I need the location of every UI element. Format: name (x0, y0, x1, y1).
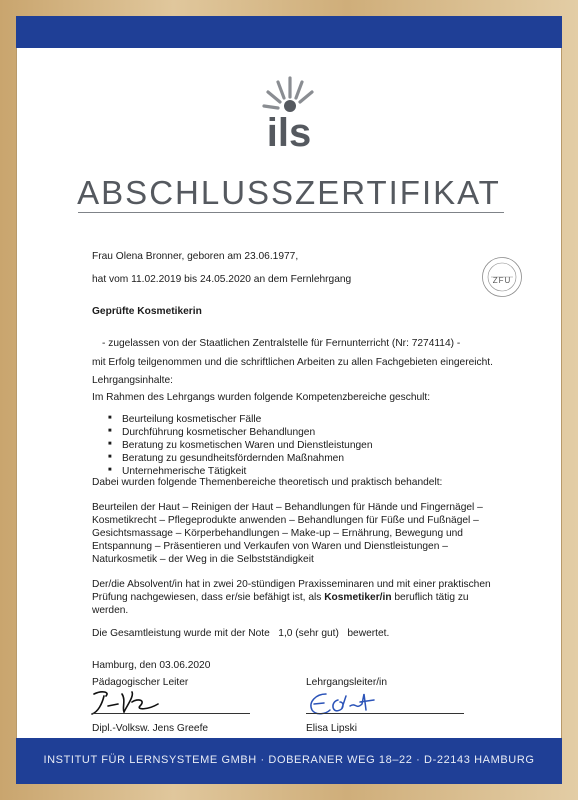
certificate-title: ABSCHLUSSZERTIFIKAT (77, 174, 501, 211)
list-item: ■ Beurteilung kosmetischer Fälle (108, 413, 373, 426)
sunburst-icon (242, 72, 336, 150)
certificate-paper (16, 16, 562, 784)
grade-value: 1,0 (sehr gut) (278, 628, 339, 639)
ils-logo-text: ils (266, 111, 312, 150)
top-blue-band (16, 16, 562, 48)
period-line: hat vom 11.02.2019 bis 24.05.2020 an dem Fernlehrgang (92, 274, 352, 285)
topics-line: Beurteilen der Haut – Reinigen der Haut – Behandlungen für Hände und Fingernägel – (92, 502, 483, 513)
topics-intro: Dabei wurden folgende Themenbereiche theoretisch und praktisch behandelt: (92, 477, 443, 488)
topics-paragraph (92, 501, 483, 566)
signature-line-right (306, 713, 464, 714)
grade-line (92, 627, 389, 640)
practice-line: Der/die Absolvent/in hat in zwei 20-stündigen Praxisseminaren und mit einer praktischen (92, 579, 491, 590)
competence-intro: Im Rahmen des Lehrgangs wurden folgende Kompetenzbereiche geschult: (92, 392, 431, 403)
ils-logo (242, 72, 336, 150)
signatory-name-left: Dipl.-Volksw. Jens Greefe (92, 723, 209, 734)
contents-heading: Lehrgangsinhalte: (92, 375, 173, 386)
title-rule (78, 212, 504, 213)
practice-line: werden. (92, 605, 129, 616)
grade-text: bewertet. (347, 628, 390, 639)
list-item: ■ Beratung zu kosmetischen Waren und Dienstleistungen (108, 439, 373, 452)
approval-line: - zugelassen von der Staatlichen Zentralstelle für Fernunterricht (Nr: 7274114) - (102, 338, 461, 349)
list-item: ■ Unternehmerische Tätigkeit (108, 465, 373, 478)
practice-text: beruflich tätig zu (391, 592, 469, 603)
signatory-name-right: Elisa Lipski (306, 723, 357, 734)
practice-text: Prüfung nachgewiesen, dass er/sie befähigt ist, als (92, 592, 325, 603)
competence-list (92, 413, 373, 478)
topics-line: Naturkosmetik – der Weg in die Selbstständigkeit (92, 554, 314, 565)
signatory-role-left: Pädagogischer Leiter (92, 677, 189, 688)
topics-line: Entspannung – Präsentieren und Verkaufen von Waren und Dienstleistungen – (92, 541, 448, 552)
signature-line-left (92, 713, 250, 714)
success-line: mit Erfolg teilgenommen und die schriftlichen Arbeiten zu allen Fachgebieten eingereicht. (92, 357, 493, 368)
zfu-seal-icon (481, 256, 523, 298)
bottom-blue-band (16, 738, 562, 784)
practice-paragraph (92, 578, 491, 617)
footer-address: INSTITUT FÜR LERNSYSTEME GMBH · DOBERANER WEG 18–22 · D-22143 HAMBURG (43, 754, 535, 766)
zfu-seal-text: ZFU (492, 276, 512, 285)
course-title: Geprüfte Kosmetikerin (92, 306, 202, 317)
topics-line: Gesichtsmassage – Körperbehandlungen – Make-up – Ernährung, Bewegung und (92, 528, 463, 539)
practice-profession: Kosmetiker/in (324, 592, 392, 603)
recipient-line: Frau Olena Bronner, geboren am 23.06.1977, (92, 251, 299, 262)
practice-line (92, 591, 491, 604)
list-item: ■ Durchführung kosmetischer Behandlungen (108, 426, 373, 439)
signatory-role-right: Lehrgangsleiter/in (306, 677, 387, 688)
grade-text: Die Gesamtleistung wurde mit der Note (92, 628, 270, 639)
list-item: ■ Beratung zu gesundheitsfördernden Maßnahmen (108, 452, 373, 465)
place-date: Hamburg, den 03.06.2020 (92, 660, 211, 671)
topics-line: Kosmetikrecht – Pflegeprodukte anwenden – Behandlungen für Füße und Fußnägel – (92, 515, 479, 526)
